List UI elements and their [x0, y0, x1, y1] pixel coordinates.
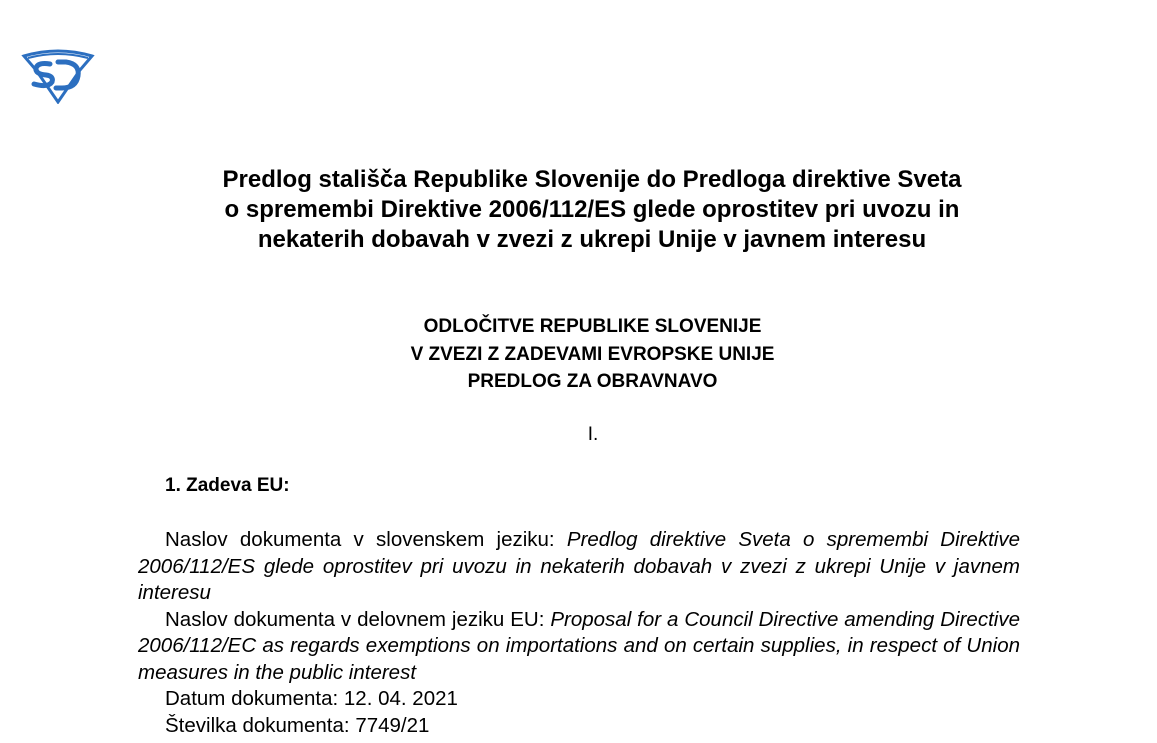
title-working-value: Proposal for a Council Directive amending Directive 2006/112/EC as regards exemptions on importations and on certain supplies, in respect of Union measures in the public interest: [138, 607, 1020, 684]
title-slovene-label: Naslov dokumenta v slovenskem jeziku:: [165, 528, 555, 551]
date-paragraph: [138, 686, 1020, 713]
date-value: 12. 04. 2021: [343, 687, 458, 710]
section-heading: 1. Zadeva EU:: [165, 475, 290, 496]
date-label: Datum dokumenta:: [165, 687, 339, 710]
title-working-paragraph: [138, 607, 1020, 687]
title-slovene-value: Predlog direktive Sveta o spremembi Direktive 2006/112/ES glede oprostitev pri uvozu in nekaterih dobavah v zvezi z ukrepi Unije v javnem interesu: [138, 528, 1021, 604]
decision-heading-line: V ZVEZI Z ZADEVAMI EVROPSKE UNIJE: [410, 343, 775, 365]
number-label: Številka dokumenta:: [165, 713, 350, 737]
number-paragraph: [138, 713, 1020, 740]
document-title: [130, 165, 1054, 255]
document-title-line: o spremembi Direktive 2006/112/ES glede oprostitev pri uvozu in: [224, 196, 960, 223]
sd-shield-logo-icon: [20, 48, 96, 104]
title-slovene-paragraph: [138, 527, 1020, 607]
part-numeral: I.: [587, 424, 599, 445]
document-title-line: Predlog stališča Republike Slovenije do Predloga direktive Sveta: [222, 166, 962, 193]
decision-heading-line: PREDLOG ZA OBRAVNAVO: [467, 371, 718, 392]
decision-heading-line: ODLOČITVE REPUBLIKE SLOVENIJE: [423, 316, 762, 337]
title-working-label: Naslov dokumenta v delovnem jeziku EU:: [165, 607, 545, 631]
number-value: 7749/21: [355, 713, 430, 737]
document-title-line: nekaterih dobavah v zvezi z ukrepi Unije v javnem interesu: [257, 226, 927, 253]
document-body: [138, 527, 1020, 739]
decision-heading: [300, 313, 885, 396]
